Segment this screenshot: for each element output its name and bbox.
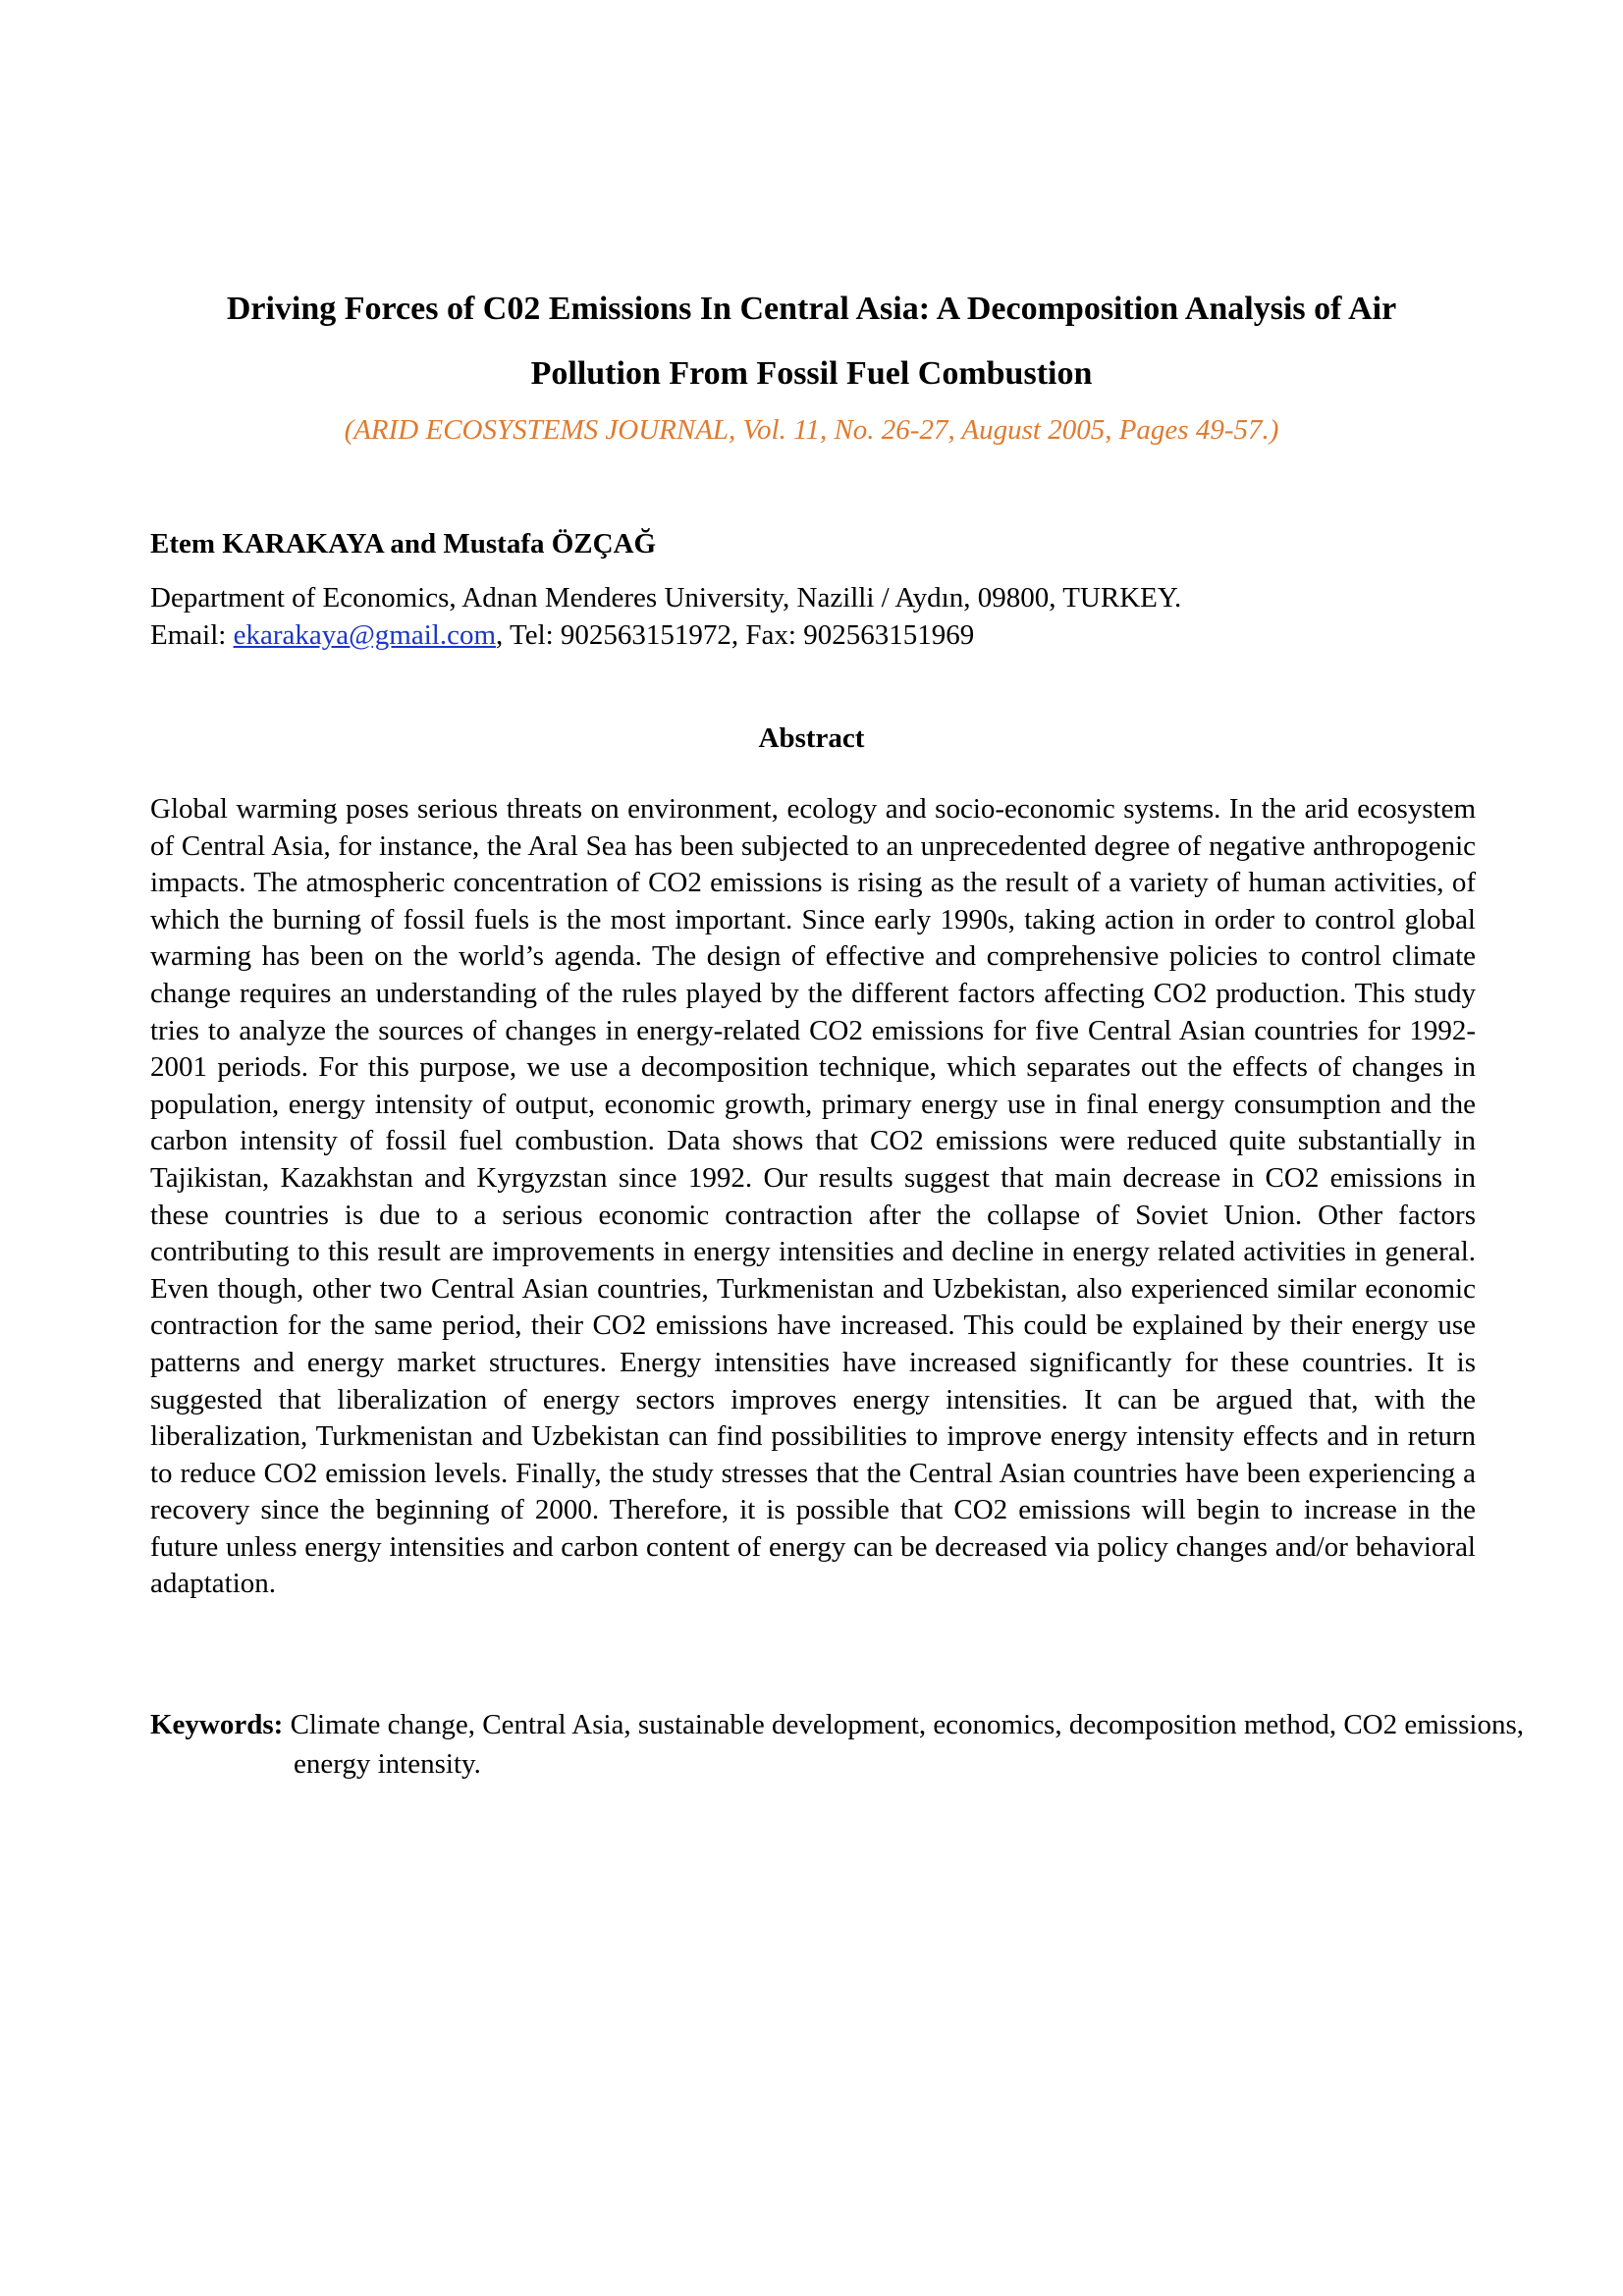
- keywords-section: [150, 1705, 1531, 1784]
- email-link[interactable]: ekarakaya@gmail.com: [233, 619, 497, 651]
- author-affiliation: [150, 579, 1181, 654]
- journal-citation: (ARID ECOSYSTEMS JOURNAL, Vol. 11, No. 26-27, August 2005, Pages 49-57.): [344, 414, 1279, 446]
- abstract-body: Global warming poses serious threats on environment, ecology and socio-economic systems. In the arid ecosystem of Central Asia, for instance, the Aral Sea has been subjected to an unprecedented degree of negative anthropogenic impacts. The atmospheric concentration of CO2 emissions is rising as the result of a variety of human activities, of which the burning of fossil fuels is the most important. Since early 1990s, taking action in order to control global warming has been on the world’s agenda. The design of effective and comprehensive policies to control climate change requires an understanding of the rules played by the different factors affecting CO2 production. This study tries to analyze the sources of changes in energy-related CO2 emissions for five Central Asian countries for 1992-2001 periods. For this purpose, we use a decomposition technique, which separates out the effects of changes in population, energy intensity of output, economic growth, primary energy use in final energy consumption and the carbon intensity of fossil fuel combustion. Data shows that CO2 emissions were reduced quite substantially in Tajikistan, Kazakhstan and Kyrgyzstan since 1992. Our results suggest that main decrease in CO2 emissions in these countries is due to a serious economic contraction after the collapse of Soviet Union. Other factors contributing to this result are improvements in energy intensities and decline in energy related activities in general. Even though, other two Central Asian countries, Turkmenistan and Uzbekistan, also experienced similar economic contraction for the same period, their CO2 emissions have increased. This could be explained by their energy use patterns and energy market structures. Energy intensities have increased significantly for these countries. It is suggested that liberalization of energy sectors improves energy intensities. It can be argued that, with the liberalization, Turkmenistan and Uzbekistan can find possibilities to improve energy intensity effects and in return to reduce CO2 emission levels. Finally, the study stresses that the Central Asian countries have been experiencing a recovery since the beginning of 2000. Therefore, it is possible that CO2 emissions will begin to increase in the future unless energy intensities and carbon content of energy can be decreased via policy changes and/or behavioral adaptation.: [150, 793, 1476, 1600]
- email-label: Email:: [150, 619, 234, 651]
- paper-title-line-1: Driving Forces of C02 Emissions In Central Asia: A Decomposition Analysis of Air: [226, 291, 1397, 327]
- keywords-list: Climate change, Central Asia, sustainable development, economics, decomposition method, CO2 emissions, energy intensity.: [283, 1709, 1525, 1780]
- paper-title-line-2: Pollution From Fossil Fuel Combustion: [530, 355, 1093, 392]
- contact-line: [150, 616, 1181, 654]
- keywords-label: Keywords:: [150, 1709, 284, 1740]
- phone-fax-text: , Tel: 902563151972, Fax: 902563151969: [496, 619, 975, 651]
- paper-title: [128, 277, 1495, 406]
- abstract-heading: Abstract: [758, 722, 865, 754]
- department-line: Department of Economics, Adnan Menderes University, Nazilli / Aydın, 09800, TURKEY.: [150, 582, 1182, 614]
- author-names: Etem KARAKAYA and Mustafa ÖZÇAĞ: [150, 528, 657, 560]
